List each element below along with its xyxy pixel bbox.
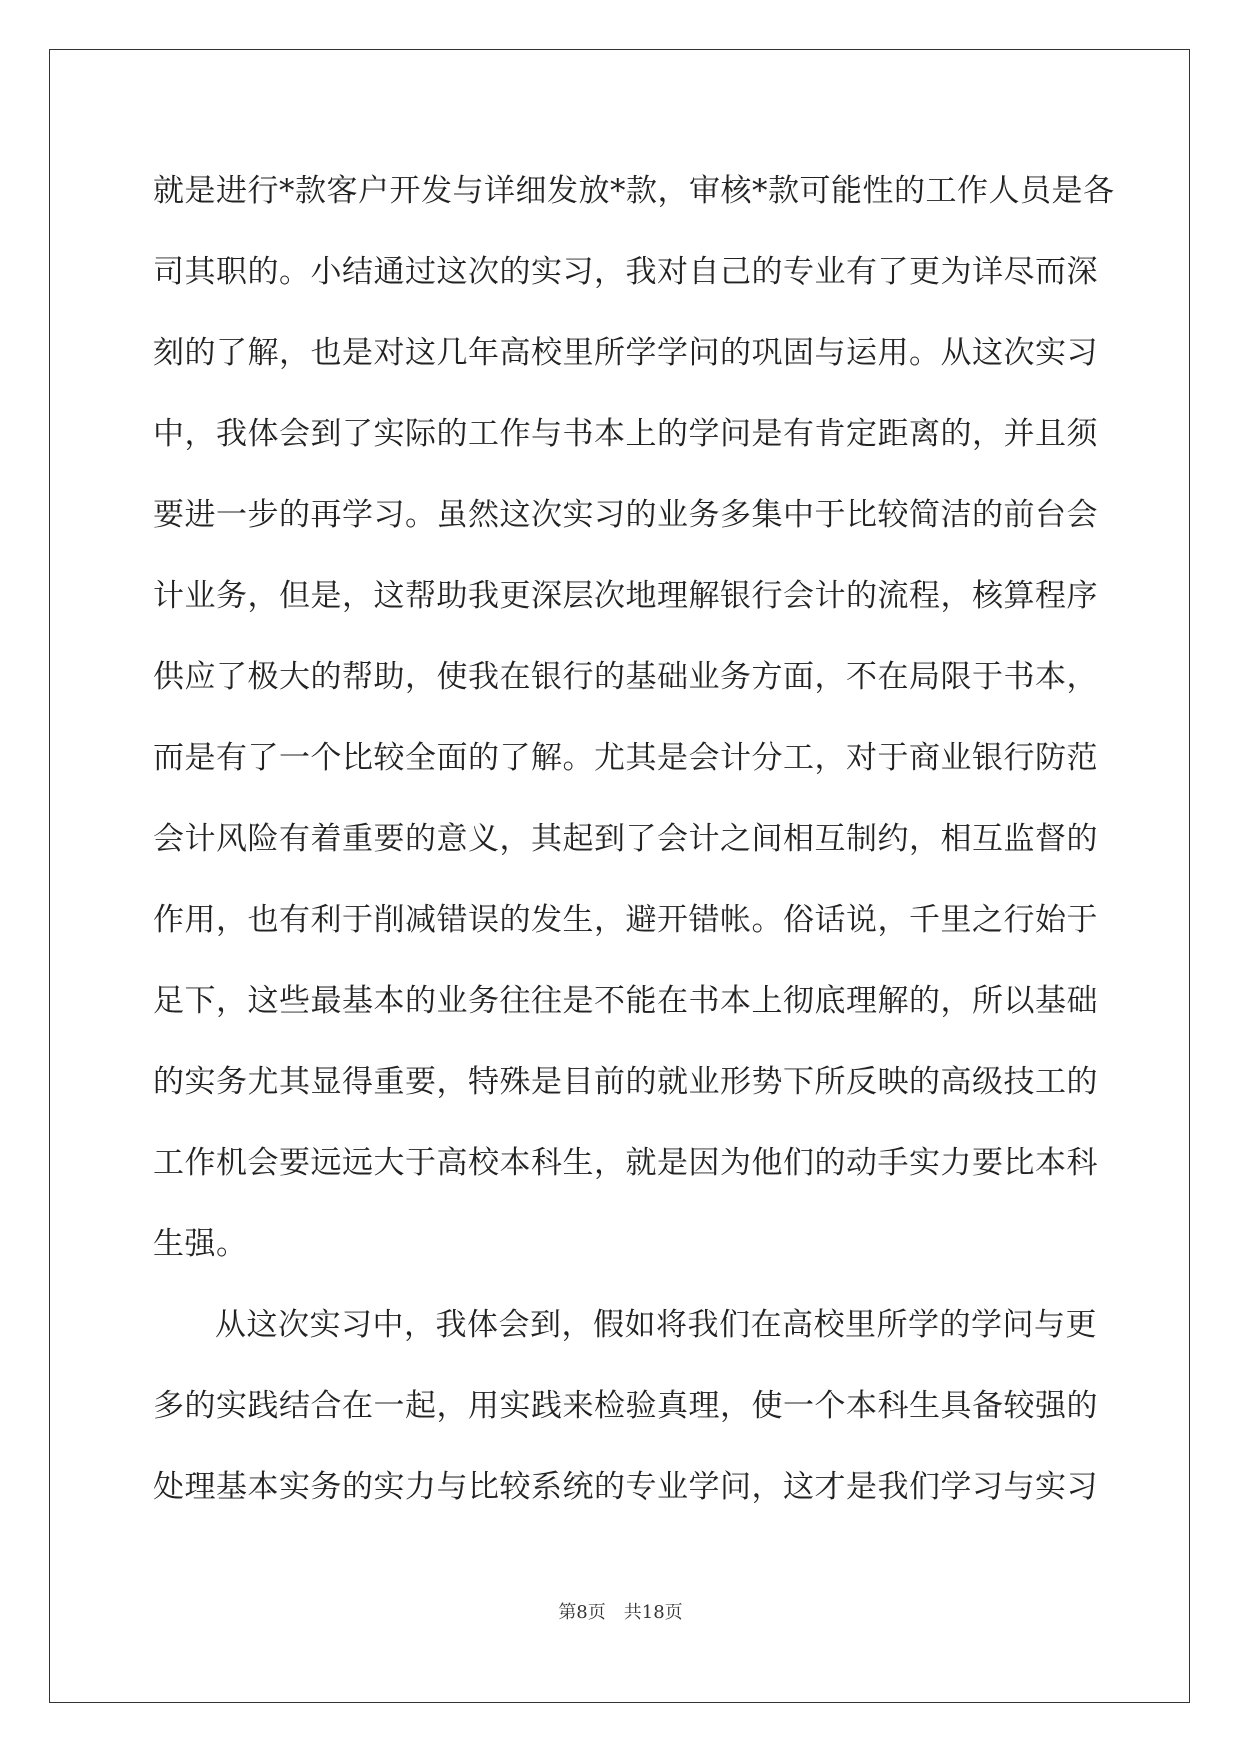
- text-line: 就是进行*款客户开发与详细发放*款，审核*款可能性的工作人员是各: [153, 173, 1115, 209]
- text-line: 计业务，但是，这帮助我更深层次地理解银行会计的流程，核算程序: [153, 578, 1098, 614]
- text-line: 多的实践结合在一起，用实践来检验真理，使一个本科生具备较强的: [153, 1388, 1098, 1424]
- text-line: 要进一步的再学习。虽然这次实习的业务多集中于比较简洁的前台会: [153, 497, 1098, 533]
- text-line: 中，我体会到了实际的工作与书本上的学问是有肯定距离的，并且须: [153, 416, 1098, 452]
- page-number: 第8页: [558, 1602, 606, 1623]
- text-line: 作用，也有利于削减错误的发生，避开错帐。俗话说，千里之行始于: [153, 902, 1098, 938]
- text-line: 会计风险有着重要的意义，其起到了会计之间相互制约，相互监督的: [153, 821, 1098, 857]
- text-line: 工作机会要远远大于高校本科生，就是因为他们的动手实力要比本科: [153, 1145, 1098, 1181]
- text-line: 处理基本实务的实力与比较系统的专业学问，这才是我们学习与实习: [153, 1469, 1098, 1505]
- text-line: 而是有了一个比较全面的了解。尤其是会计分工，对于商业银行防范: [153, 740, 1098, 776]
- text-line: 司其职的。小结通过这次的实习，我对自己的专业有了更为详尽而深: [153, 254, 1098, 290]
- text-line: 的实务尤其显得重要，特殊是目前的就业形势下所反映的高级技工的: [153, 1064, 1098, 1100]
- text-line-paragraph-start: 从这次实习中，我体会到，假如将我们在高校里所学的学问与更: [215, 1307, 1097, 1343]
- text-line: 刻的了解，也是对这几年高校里所学学问的巩固与运用。从这次实习: [153, 335, 1098, 371]
- text-line: 足下，这些最基本的业务往往是不能在书本上彻底理解的，所以基础: [153, 983, 1098, 1019]
- body-text: [153, 163, 1115, 1540]
- text-line: 生强。: [153, 1226, 248, 1262]
- text-line: 供应了极大的帮助，使我在银行的基础业务方面，不在局限于书本，: [153, 659, 1098, 695]
- page-total: 共18页: [623, 1602, 683, 1623]
- page-footer: [0, 1598, 1241, 1624]
